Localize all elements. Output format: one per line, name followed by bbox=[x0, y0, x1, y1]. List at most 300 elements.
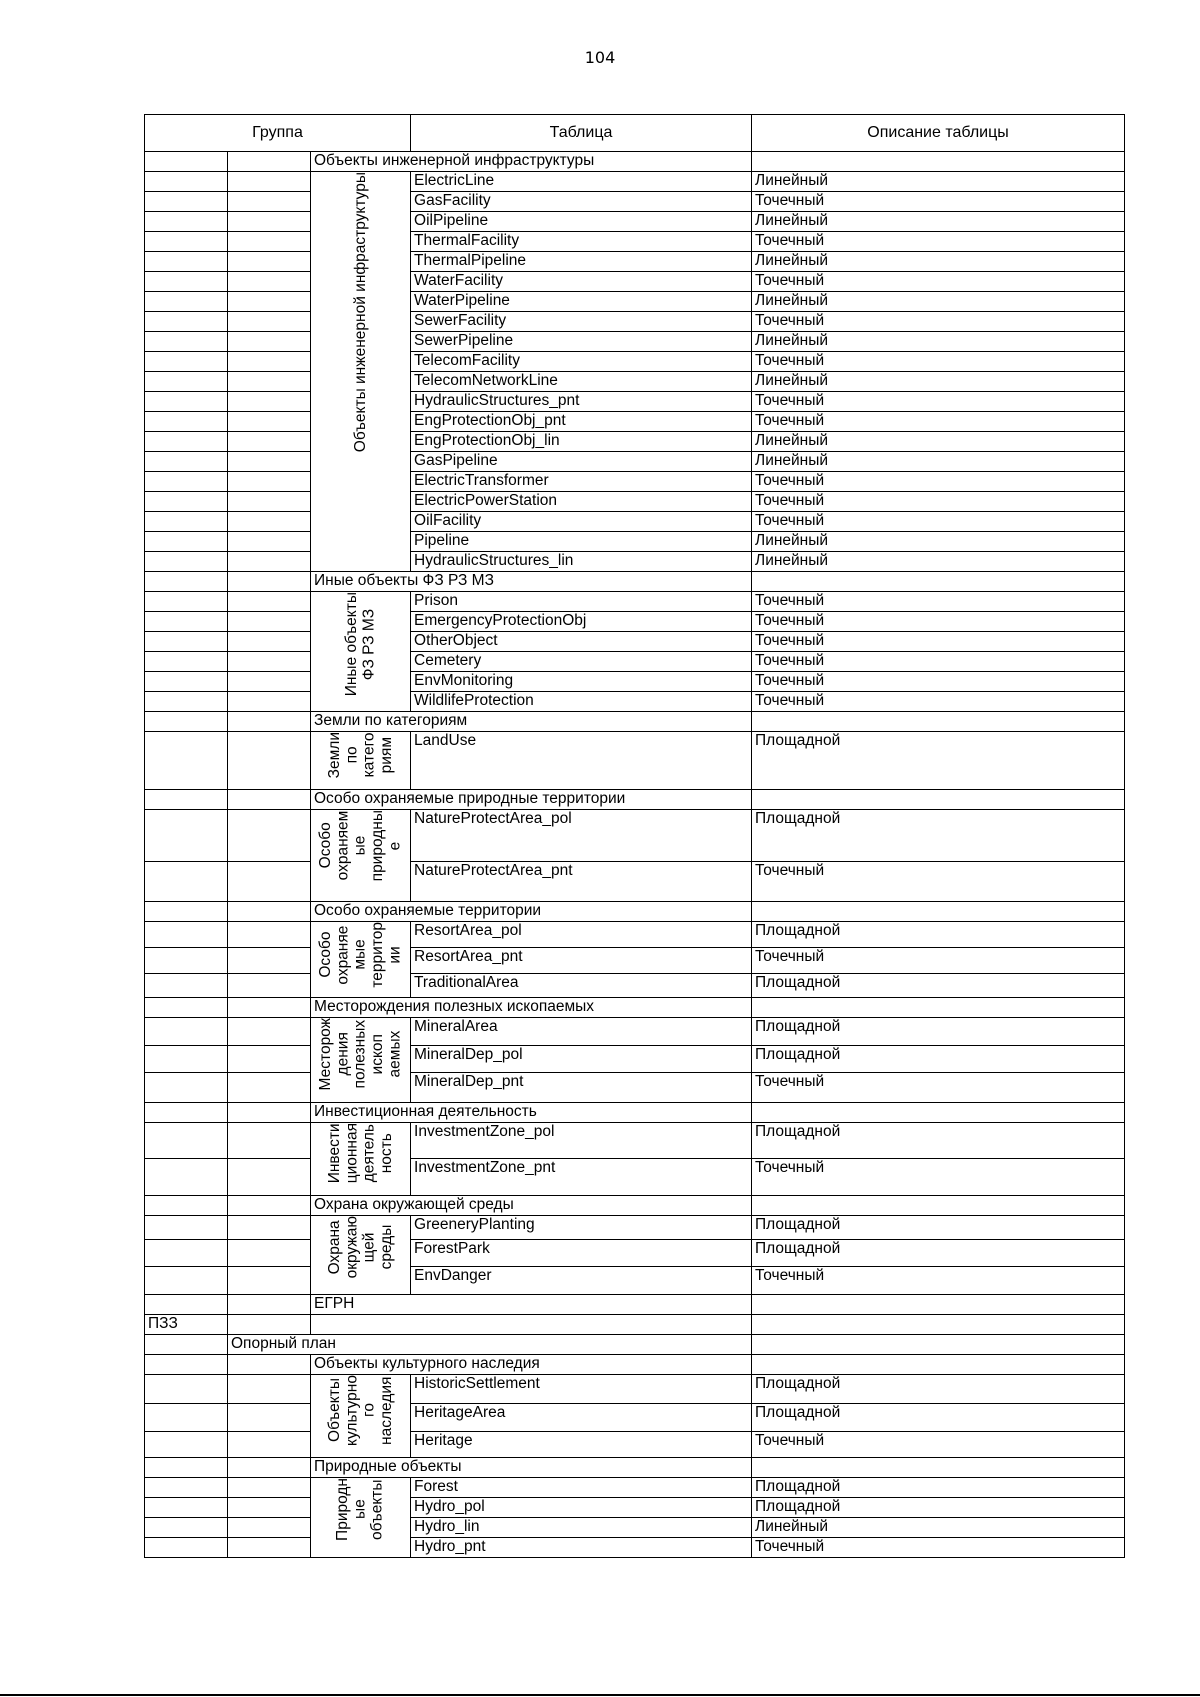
table-row bbox=[145, 352, 1125, 372]
group-col-1 bbox=[145, 352, 228, 372]
group-col-1 bbox=[145, 974, 228, 998]
section-vertical-text: Особо охраняе мые территор ии bbox=[317, 922, 404, 988]
table-name-cell: MineralArea bbox=[411, 1018, 752, 1046]
section-title-desc bbox=[752, 1355, 1125, 1375]
group-col-2 bbox=[228, 252, 311, 272]
table-description-cell: Точечный bbox=[752, 1073, 1125, 1103]
group-col-1 bbox=[145, 212, 228, 232]
table-description-cell: Точечный bbox=[752, 272, 1125, 292]
section-title: Природные объекты bbox=[311, 1458, 752, 1478]
group-col-2 bbox=[228, 1046, 311, 1073]
table-description-cell: Площадной bbox=[752, 1498, 1125, 1518]
table-name-cell: Hydro_lin bbox=[411, 1518, 752, 1538]
table-name-cell: Hydro_pol bbox=[411, 1498, 752, 1518]
group-col-1 bbox=[145, 1404, 228, 1432]
section-title-row bbox=[145, 902, 1125, 922]
table-row bbox=[145, 732, 1125, 790]
table-description-cell: Линейный bbox=[752, 552, 1125, 572]
section-title-desc bbox=[752, 572, 1125, 592]
section-title-desc bbox=[752, 1103, 1125, 1123]
section-title-row bbox=[145, 152, 1125, 172]
table-name-cell: HydraulicStructures_lin bbox=[411, 552, 752, 572]
section-vertical-label bbox=[311, 810, 411, 902]
group-col-1 bbox=[145, 1375, 228, 1404]
group-col-2 bbox=[228, 1103, 311, 1123]
pzz-row bbox=[145, 1315, 1125, 1335]
table-name-cell: EmergencyProtectionObj bbox=[411, 612, 752, 632]
table-name-cell: Cemetery bbox=[411, 652, 752, 672]
section-title: Иные объекты ФЗ РЗ МЗ bbox=[311, 572, 752, 592]
table-name-cell: MineralDep_pol bbox=[411, 1046, 752, 1073]
table-row bbox=[145, 452, 1125, 472]
group-col-1 bbox=[145, 672, 228, 692]
group-col-2 bbox=[228, 392, 311, 412]
table-row bbox=[145, 1018, 1125, 1046]
table-name-cell: TelecomNetworkLine bbox=[411, 372, 752, 392]
section-title-desc bbox=[752, 1196, 1125, 1216]
table-description-cell: Площадной bbox=[752, 1240, 1125, 1267]
table-description-cell: Точечный bbox=[752, 492, 1125, 512]
table-name-cell: SewerFacility bbox=[411, 312, 752, 332]
group-col-1 bbox=[145, 592, 228, 612]
table-row bbox=[145, 372, 1125, 392]
section-title-desc bbox=[752, 790, 1125, 810]
table-description-cell: Линейный bbox=[752, 532, 1125, 552]
table-name-cell: NatureProtectArea_pnt bbox=[411, 862, 752, 902]
group-col-2 bbox=[228, 862, 311, 902]
group-col-2 bbox=[228, 1404, 311, 1432]
base-plan-row bbox=[145, 1335, 1125, 1355]
group-col-2 bbox=[228, 512, 311, 532]
header-row bbox=[145, 115, 1125, 152]
group-col-2 bbox=[228, 922, 311, 948]
group-col-2 bbox=[228, 1355, 311, 1375]
table-description-cell: Точечный bbox=[752, 632, 1125, 652]
section-title: Особо охраняемые природные территории bbox=[311, 790, 752, 810]
group-col-2 bbox=[228, 292, 311, 312]
group-col-2 bbox=[228, 1295, 311, 1315]
table-name-cell: TraditionalArea bbox=[411, 974, 752, 998]
section-title: Месторождения полезных ископаемых bbox=[311, 998, 752, 1018]
section-vertical-label bbox=[311, 1018, 411, 1103]
header-description: Описание таблицы bbox=[752, 115, 1125, 152]
group-col-1 bbox=[145, 1538, 228, 1558]
group-col-2 bbox=[228, 312, 311, 332]
group-col-1 bbox=[145, 810, 228, 862]
table-row bbox=[145, 1159, 1125, 1196]
section-title-row bbox=[145, 1103, 1125, 1123]
table-name-cell: SewerPipeline bbox=[411, 332, 752, 352]
table-row bbox=[145, 232, 1125, 252]
table-row bbox=[145, 1046, 1125, 1073]
section-title: Земли по категориям bbox=[311, 712, 752, 732]
table-name-cell: NatureProtectArea_pol bbox=[411, 810, 752, 862]
table-description-cell: Площадной bbox=[752, 922, 1125, 948]
group-col-2 bbox=[228, 974, 311, 998]
table-description-cell: Точечный bbox=[752, 512, 1125, 532]
group-col-2 bbox=[228, 612, 311, 632]
table-name-cell: ElectricPowerStation bbox=[411, 492, 752, 512]
table-description-cell: Точечный bbox=[752, 232, 1125, 252]
table-name-cell: ElectricTransformer bbox=[411, 472, 752, 492]
section-vertical-text: Особо охраняем ые природны е bbox=[317, 810, 404, 882]
group-col-1 bbox=[145, 790, 228, 810]
table-description-cell: Точечный bbox=[752, 692, 1125, 712]
group-col-1 bbox=[145, 492, 228, 512]
group-col-1 bbox=[145, 948, 228, 974]
group-col-1 bbox=[145, 1432, 228, 1458]
group-col-2 bbox=[228, 1518, 311, 1538]
table-description-cell: Точечный bbox=[752, 612, 1125, 632]
group-col-2 bbox=[228, 948, 311, 974]
section-vertical-label bbox=[311, 592, 411, 712]
section-title-row bbox=[145, 1355, 1125, 1375]
section-vertical-text: Месторож дения полезных ископ аемых bbox=[317, 1018, 404, 1091]
table-name-cell: Forest bbox=[411, 1478, 752, 1498]
table-description-cell: Точечный bbox=[752, 352, 1125, 372]
group-col-1 bbox=[145, 1073, 228, 1103]
section-vertical-label bbox=[311, 1375, 411, 1458]
group-col-1 bbox=[145, 1295, 228, 1315]
table-row bbox=[145, 1240, 1125, 1267]
section-title: Инвестиционная деятельность bbox=[311, 1103, 752, 1123]
group-col-2 bbox=[228, 492, 311, 512]
table-description-cell: Площадной bbox=[752, 1404, 1125, 1432]
table-name-cell: WaterPipeline bbox=[411, 292, 752, 312]
table-row bbox=[145, 1432, 1125, 1458]
group-col-2 bbox=[228, 352, 311, 372]
table-row bbox=[145, 252, 1125, 272]
table-name-cell: Hydro_pnt bbox=[411, 1538, 752, 1558]
table-description-cell: Площадной bbox=[752, 1375, 1125, 1404]
group-col-2 bbox=[228, 592, 311, 612]
table-row bbox=[145, 412, 1125, 432]
group-col-2 bbox=[228, 572, 311, 592]
section-vertical-text: Объекты культурно го наследия bbox=[325, 1375, 395, 1446]
table-row bbox=[145, 922, 1125, 948]
group-col-2 bbox=[228, 652, 311, 672]
table-name-cell: ResortArea_pnt bbox=[411, 948, 752, 974]
group-col-2 bbox=[228, 552, 311, 572]
group-col-1 bbox=[145, 392, 228, 412]
section-vertical-label bbox=[311, 1123, 411, 1196]
table-row bbox=[145, 212, 1125, 232]
table-description-cell: Площадной bbox=[752, 810, 1125, 862]
group-col-2 bbox=[228, 1073, 311, 1103]
group-col-2 bbox=[228, 1123, 311, 1159]
group-col-2 bbox=[228, 790, 311, 810]
table-row bbox=[145, 948, 1125, 974]
section-vertical-label bbox=[311, 732, 411, 790]
table-description-cell: Точечный bbox=[752, 392, 1125, 412]
header-group: Группа bbox=[145, 115, 411, 152]
table-row bbox=[145, 552, 1125, 572]
section-title-desc bbox=[752, 902, 1125, 922]
group-col-1 bbox=[145, 1267, 228, 1295]
group-col-2 bbox=[228, 1196, 311, 1216]
table-description-cell: Точечный bbox=[752, 412, 1125, 432]
group-col-2 bbox=[228, 192, 311, 212]
group-col-2 bbox=[228, 172, 311, 192]
pzz-desc bbox=[752, 1315, 1125, 1335]
group-col-2 bbox=[228, 712, 311, 732]
table-row bbox=[145, 862, 1125, 902]
group-col-1 bbox=[145, 1518, 228, 1538]
group-col-2 bbox=[228, 672, 311, 692]
table-name-cell: WaterFacility bbox=[411, 272, 752, 292]
group-col-1 bbox=[145, 1018, 228, 1046]
group-col-1 bbox=[145, 452, 228, 472]
section-title-desc bbox=[752, 1458, 1125, 1478]
group-col-1 bbox=[145, 712, 228, 732]
table-description-cell: Точечный bbox=[752, 652, 1125, 672]
table-row bbox=[145, 332, 1125, 352]
table-description-cell: Линейный bbox=[752, 212, 1125, 232]
table-row bbox=[145, 172, 1125, 192]
table-row bbox=[145, 512, 1125, 532]
section-title-desc bbox=[752, 712, 1125, 732]
group-col-1 bbox=[145, 652, 228, 672]
table-row bbox=[145, 974, 1125, 998]
table-name-cell: ResortArea_pol bbox=[411, 922, 752, 948]
group-col-2 bbox=[228, 412, 311, 432]
table-description-cell: Линейный bbox=[752, 292, 1125, 312]
group-col-2 bbox=[228, 1018, 311, 1046]
table-name-cell: HeritageArea bbox=[411, 1404, 752, 1432]
base-plan-label: Опорный план bbox=[228, 1335, 752, 1355]
table-row bbox=[145, 312, 1125, 332]
table-description-cell: Линейный bbox=[752, 172, 1125, 192]
group-col-1 bbox=[145, 232, 228, 252]
group-col-1 bbox=[145, 1123, 228, 1159]
group-col-2 bbox=[228, 532, 311, 552]
group-col-2 bbox=[228, 152, 311, 172]
group-col-1 bbox=[145, 862, 228, 902]
table-name-cell: EngProtectionObj_lin bbox=[411, 432, 752, 452]
table-row bbox=[145, 692, 1125, 712]
table-body bbox=[145, 152, 1125, 1558]
group-col-1 bbox=[145, 1046, 228, 1073]
table-row bbox=[145, 292, 1125, 312]
section-title: Особо охраняемые территории bbox=[311, 902, 752, 922]
table-name-cell: Prison bbox=[411, 592, 752, 612]
group-col-2 bbox=[228, 372, 311, 392]
section-vertical-text: Инвести ционная деятель ность bbox=[325, 1123, 395, 1184]
table-name-cell: ForestPark bbox=[411, 1240, 752, 1267]
group-col-2 bbox=[228, 452, 311, 472]
section-title-row bbox=[145, 790, 1125, 810]
table-name-cell: ThermalFacility bbox=[411, 232, 752, 252]
table-name-cell: InvestmentZone_pol bbox=[411, 1123, 752, 1159]
section-vertical-text: Объекты инженерной инфраструктуры bbox=[351, 172, 369, 453]
group-col-2 bbox=[228, 432, 311, 452]
group-col-2 bbox=[228, 232, 311, 252]
group-col-2 bbox=[228, 1240, 311, 1267]
table-name-cell: HistoricSettlement bbox=[411, 1375, 752, 1404]
table-name-cell: ElectricLine bbox=[411, 172, 752, 192]
base-plan-desc bbox=[752, 1335, 1125, 1355]
egrn-row bbox=[145, 1295, 1125, 1315]
table-name-cell: WildlifeProtection bbox=[411, 692, 752, 712]
group-col-1 bbox=[145, 1458, 228, 1478]
table-name-cell: EnvMonitoring bbox=[411, 672, 752, 692]
pzz-label: ПЗЗ bbox=[145, 1315, 228, 1335]
group-col-2 bbox=[228, 212, 311, 232]
group-col-1 bbox=[145, 552, 228, 572]
table-description-cell: Точечный bbox=[752, 472, 1125, 492]
table-description-cell: Линейный bbox=[752, 1518, 1125, 1538]
table-name-cell: OilPipeline bbox=[411, 212, 752, 232]
group-col-2 bbox=[228, 1478, 311, 1498]
group-col-1 bbox=[145, 332, 228, 352]
group-col-2 bbox=[228, 1159, 311, 1196]
page-number: 104 bbox=[584, 48, 616, 67]
section-vertical-label bbox=[311, 1216, 411, 1295]
egrn-label: ЕГРН bbox=[311, 1295, 752, 1315]
group-col-1 bbox=[145, 252, 228, 272]
table-description-cell: Площадной bbox=[752, 1123, 1125, 1159]
layers-table bbox=[144, 114, 1125, 1558]
section-vertical-label bbox=[311, 922, 411, 998]
table-row bbox=[145, 432, 1125, 452]
table-description-cell: Точечный bbox=[752, 1267, 1125, 1295]
table-name-cell: EngProtectionObj_pnt bbox=[411, 412, 752, 432]
table-row bbox=[145, 592, 1125, 612]
group-col-1 bbox=[145, 172, 228, 192]
group-col-1 bbox=[145, 1103, 228, 1123]
table-row bbox=[145, 272, 1125, 292]
group-col-1 bbox=[145, 1498, 228, 1518]
table-name-cell: MineralDep_pnt bbox=[411, 1073, 752, 1103]
table-row bbox=[145, 192, 1125, 212]
table-description-cell: Линейный bbox=[752, 332, 1125, 352]
section-title: Объекты инженерной инфраструктуры bbox=[311, 152, 752, 172]
table-name-cell: Pipeline bbox=[411, 532, 752, 552]
group-col-1 bbox=[145, 1240, 228, 1267]
table-name-cell: GasPipeline bbox=[411, 452, 752, 472]
group-col-1 bbox=[145, 192, 228, 212]
table-description-cell: Точечный bbox=[752, 1159, 1125, 1196]
group-col-1 bbox=[145, 922, 228, 948]
table-row bbox=[145, 492, 1125, 512]
group-col-1 bbox=[145, 1159, 228, 1196]
group-col-1 bbox=[145, 1216, 228, 1240]
table-row bbox=[145, 1478, 1125, 1498]
table-row bbox=[145, 810, 1125, 862]
table-row bbox=[145, 1404, 1125, 1432]
group-col-2 bbox=[228, 732, 311, 790]
table-row bbox=[145, 392, 1125, 412]
table-description-cell: Площадной bbox=[752, 974, 1125, 998]
table-description-cell: Точечный bbox=[752, 672, 1125, 692]
group-col-1 bbox=[145, 692, 228, 712]
group-col-2 bbox=[228, 1498, 311, 1518]
table-name-cell: EnvDanger bbox=[411, 1267, 752, 1295]
section-title: Объекты культурного наследия bbox=[311, 1355, 752, 1375]
table-row bbox=[145, 1498, 1125, 1518]
group-col-2 bbox=[228, 1216, 311, 1240]
table-row bbox=[145, 472, 1125, 492]
table-row bbox=[145, 1216, 1125, 1240]
group-col-2 bbox=[228, 472, 311, 492]
group-col-2 bbox=[228, 692, 311, 712]
group-col-1 bbox=[145, 1196, 228, 1216]
table-name-cell: InvestmentZone_pnt bbox=[411, 1159, 752, 1196]
group-col-1 bbox=[145, 472, 228, 492]
table-description-cell: Площадной bbox=[752, 732, 1125, 790]
table-row bbox=[145, 1123, 1125, 1159]
section-title-row bbox=[145, 1458, 1125, 1478]
table-row bbox=[145, 612, 1125, 632]
section-vertical-text: Иные объекты ФЗ РЗ МЗ bbox=[343, 592, 378, 697]
group-col-1 bbox=[145, 902, 228, 922]
group-col-1 bbox=[145, 312, 228, 332]
egrn-desc bbox=[752, 1295, 1125, 1315]
group-col-1 bbox=[145, 512, 228, 532]
group-col-1 bbox=[145, 732, 228, 790]
bottom-rule bbox=[0, 1694, 1200, 1696]
table-name-cell: HydraulicStructures_pnt bbox=[411, 392, 752, 412]
section-vertical-label bbox=[311, 172, 411, 572]
table-description-cell: Линейный bbox=[752, 432, 1125, 452]
table-row bbox=[145, 652, 1125, 672]
pzz-sub bbox=[228, 1315, 311, 1335]
table-row bbox=[145, 1538, 1125, 1558]
table-description-cell: Точечный bbox=[752, 862, 1125, 902]
group-col-2 bbox=[228, 1458, 311, 1478]
group-col-2 bbox=[228, 1432, 311, 1458]
group-col-2 bbox=[228, 998, 311, 1018]
group-col-1 bbox=[145, 292, 228, 312]
table-description-cell: Линейный bbox=[752, 452, 1125, 472]
group-col-1 bbox=[145, 1335, 228, 1355]
group-col-1 bbox=[145, 432, 228, 452]
group-col-2 bbox=[228, 1267, 311, 1295]
table-row bbox=[145, 672, 1125, 692]
group-col-1 bbox=[145, 532, 228, 552]
section-vertical-text: Земли по катего риям bbox=[325, 732, 395, 779]
group-col-1 bbox=[145, 998, 228, 1018]
group-col-2 bbox=[228, 632, 311, 652]
table-row bbox=[145, 1073, 1125, 1103]
section-title-row bbox=[145, 712, 1125, 732]
section-vertical-text: Охрана окружаю щей среды bbox=[325, 1216, 395, 1279]
table-row bbox=[145, 1267, 1125, 1295]
group-col-2 bbox=[228, 272, 311, 292]
table-description-cell: Точечный bbox=[752, 592, 1125, 612]
table-description-cell: Точечный bbox=[752, 948, 1125, 974]
table-description-cell: Площадной bbox=[752, 1216, 1125, 1240]
section-title-row bbox=[145, 1196, 1125, 1216]
group-col-2 bbox=[228, 332, 311, 352]
table-description-cell: Точечный bbox=[752, 1538, 1125, 1558]
table-name-cell: GreeneryPlanting bbox=[411, 1216, 752, 1240]
table-description-cell: Площадной bbox=[752, 1478, 1125, 1498]
group-col-1 bbox=[145, 1355, 228, 1375]
table-description-cell: Линейный bbox=[752, 372, 1125, 392]
section-title-desc bbox=[752, 998, 1125, 1018]
table-name-cell: GasFacility bbox=[411, 192, 752, 212]
group-col-2 bbox=[228, 1375, 311, 1404]
table-row bbox=[145, 1375, 1125, 1404]
group-col-1 bbox=[145, 412, 228, 432]
section-title-row bbox=[145, 998, 1125, 1018]
group-col-1 bbox=[145, 612, 228, 632]
pzz-table bbox=[311, 1315, 752, 1335]
table-name-cell: OilFacility bbox=[411, 512, 752, 532]
section-title: Охрана окружающей среды bbox=[311, 1196, 752, 1216]
group-col-1 bbox=[145, 372, 228, 392]
